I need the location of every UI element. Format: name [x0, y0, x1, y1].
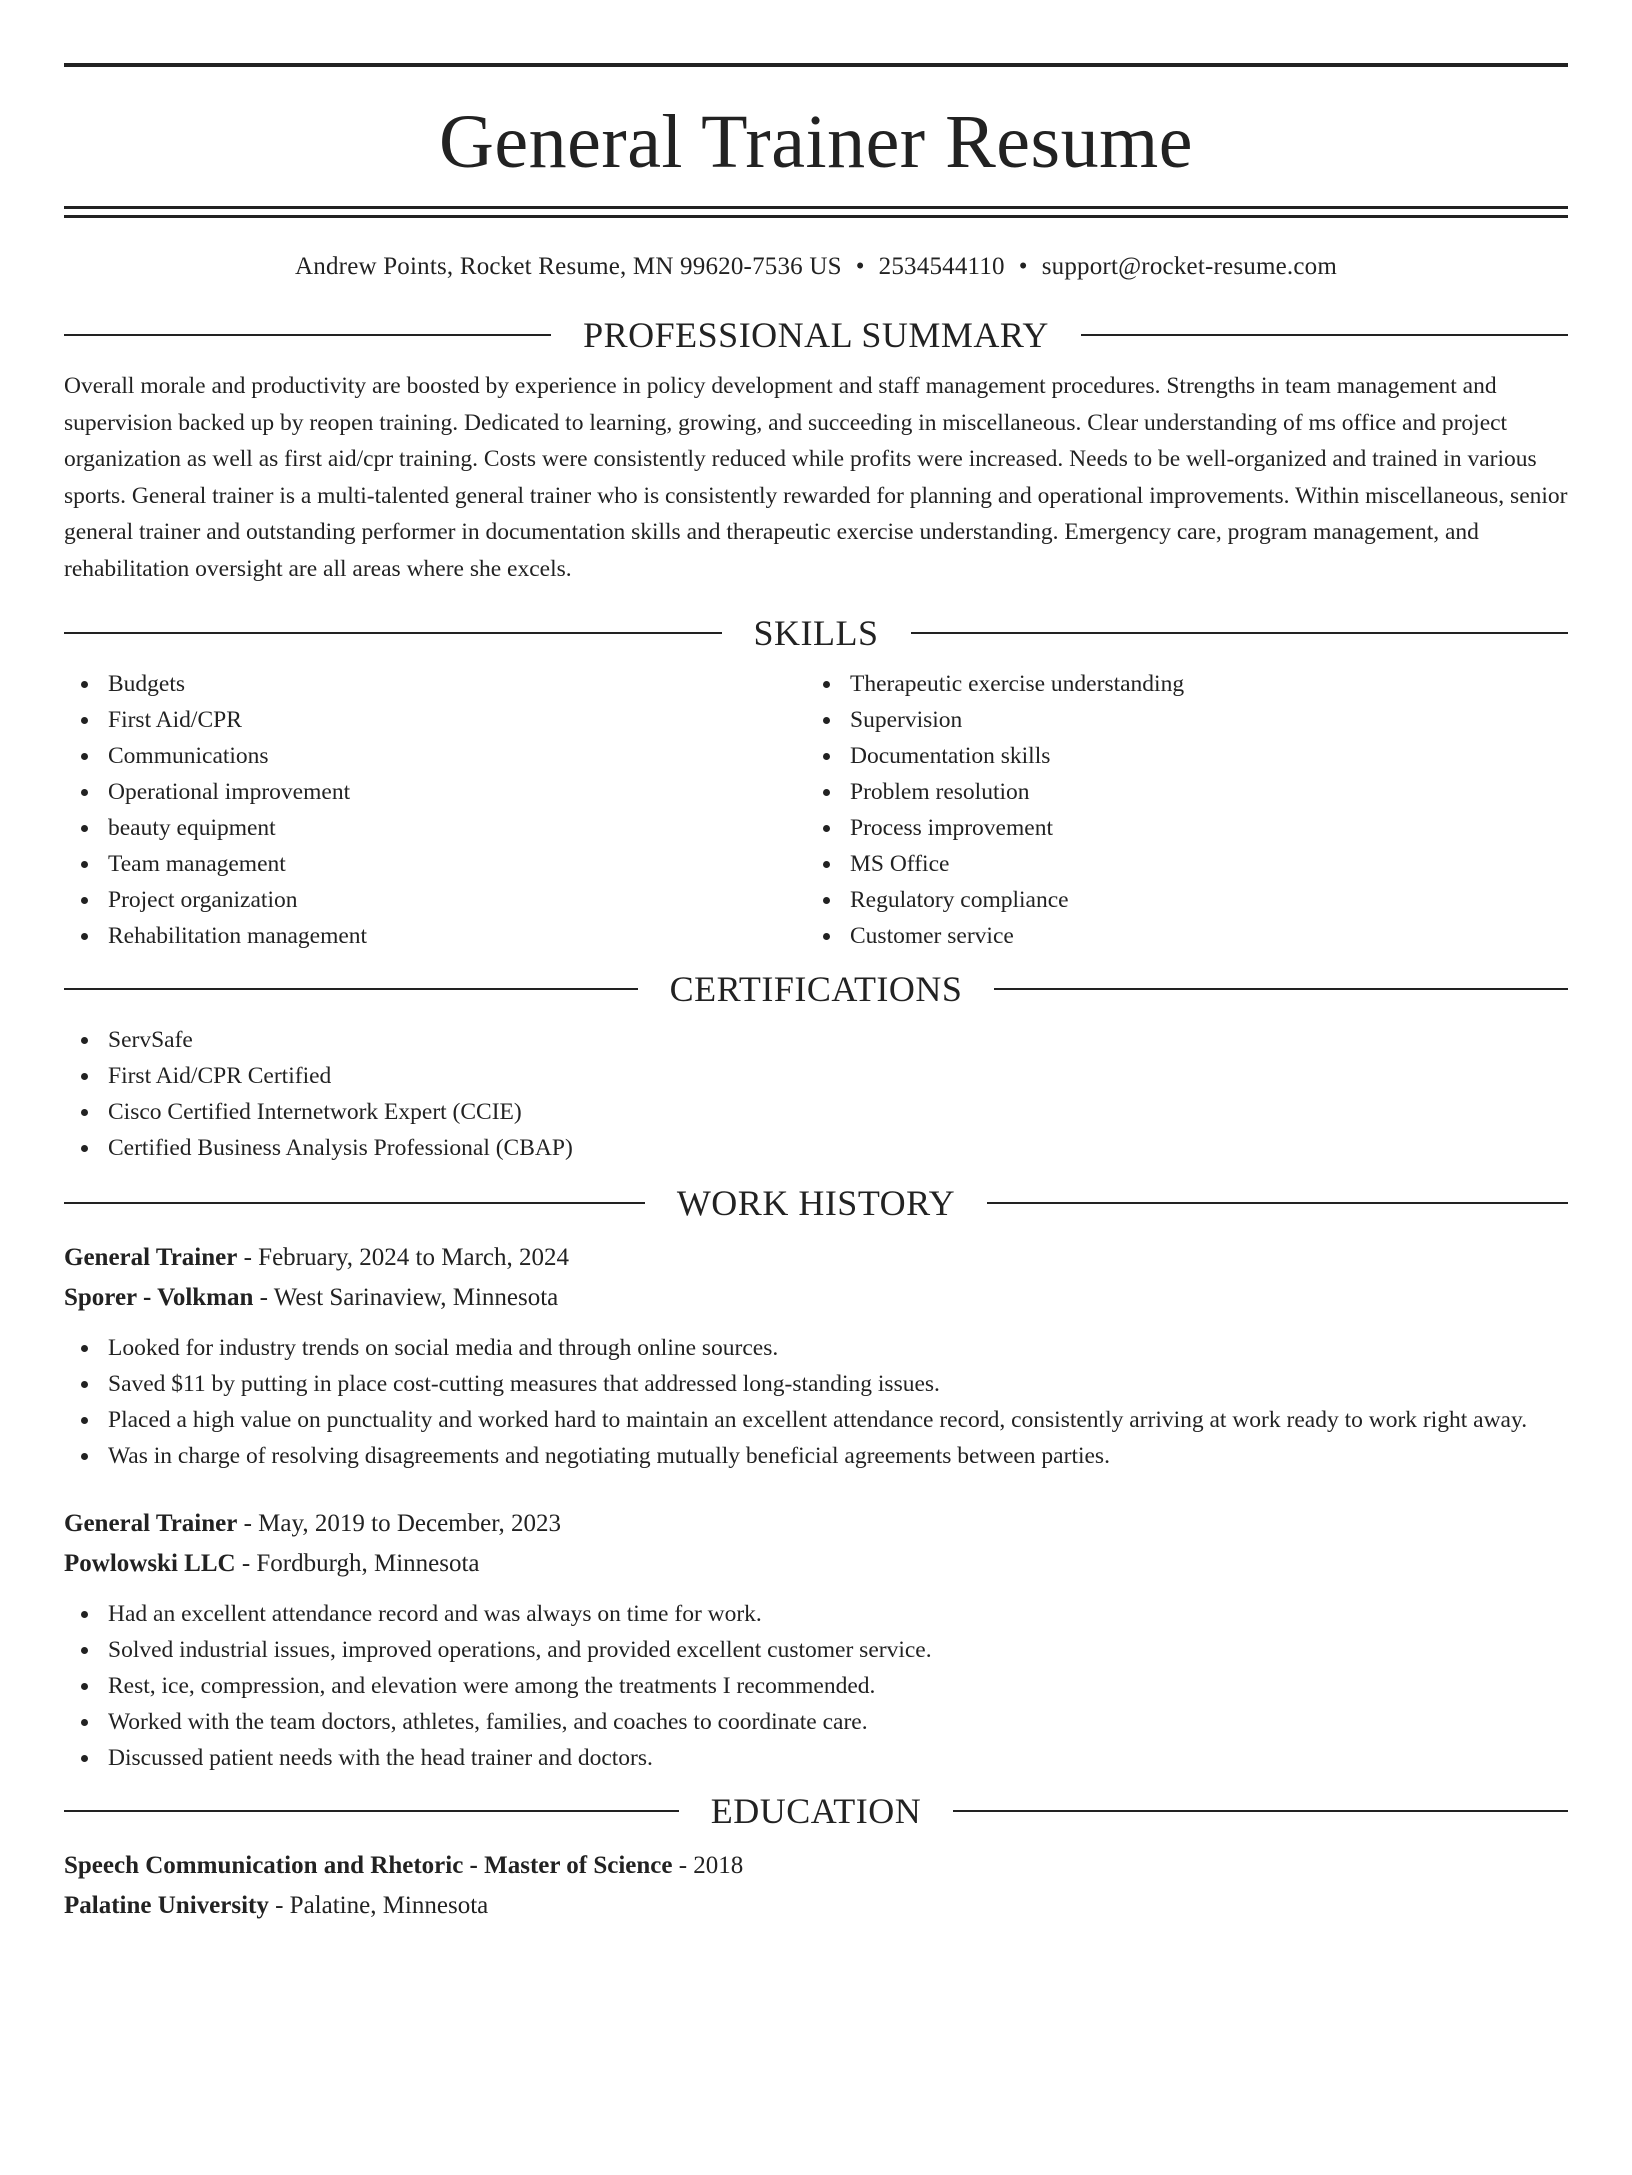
- list-item: Process improvement: [806, 810, 1548, 846]
- list-item: Budgets: [64, 666, 806, 702]
- contact-separator: •: [1018, 253, 1028, 280]
- skills-list: [64, 666, 1568, 954]
- summary-heading-label: PROFESSIONAL SUMMARY: [583, 315, 1049, 355]
- list-item: First Aid/CPR: [64, 702, 806, 738]
- heading-rule-right: [987, 1202, 1568, 1204]
- job-company-line: [64, 1544, 1568, 1584]
- certifications-heading-label: CERTIFICATIONS: [669, 968, 963, 1009]
- heading-rule-left: [64, 334, 551, 336]
- summary-heading: [64, 312, 1568, 358]
- skills-heading-label: SKILLS: [753, 612, 879, 653]
- list-item: Cisco Certified Internetwork Expert (CCIE): [64, 1094, 1568, 1130]
- job-title-line: [64, 1504, 1568, 1544]
- list-item: Had an excellent attendance record and was always on time for work.: [64, 1596, 1568, 1632]
- heading-rule-left: [64, 632, 722, 634]
- work-history-heading: [64, 1180, 1568, 1226]
- list-item: Operational improvement: [64, 774, 806, 810]
- education-degree: Speech Communication and Rhetoric - Master of Science: [64, 1851, 673, 1879]
- heading-rule-left: [64, 1202, 645, 1204]
- list-item: Rehabilitation management: [64, 918, 806, 954]
- heading-rule-right: [994, 988, 1568, 990]
- education-location: - Palatine, Minnesota: [268, 1891, 489, 1919]
- skills-column-left: [64, 666, 806, 954]
- list-item: Problem resolution: [806, 774, 1548, 810]
- heading-rule-left: [64, 1810, 679, 1812]
- list-item: Documentation skills: [806, 738, 1548, 774]
- job-title-line: [64, 1238, 1568, 1278]
- list-item: Was in charge of resolving disagreements and negotiating mutually beneficial agreements between parties.: [64, 1438, 1568, 1474]
- certifications-list: [64, 1022, 1568, 1166]
- job-company: Powlowski LLC: [64, 1549, 236, 1577]
- resume-title: General Trainer Resume: [439, 100, 1193, 184]
- work-history-heading-label: WORK HISTORY: [676, 1182, 956, 1223]
- summary-text: Overall morale and productivity are boosted by experience in policy development and staff management procedures. Strengths in team management and supervision backed up by reopen training. Dedicated to learning, growing, and succeeding in miscellaneous. Clear understanding of ms office and project organization as well as first aid/cpr training. Costs were consistently reduced while profits were increased. Needs to be well-organized and trained in various sports. General trainer is a multi-talented general trainer who is consistently rewarded for planning and operational improvements. Within miscellaneous, senior general trainer and outstanding performer in documentation skills and therapeutic exercise understanding. Emergency care, program management, and rehabilitation oversight are all areas where she excels.: [64, 373, 1568, 582]
- education-heading-label: EDUCATION: [710, 1790, 922, 1831]
- skills-column-right: [806, 666, 1548, 954]
- list-item: beauty equipment: [64, 810, 806, 846]
- heading-rule-left: [64, 988, 638, 990]
- resume-page: [0, 63, 1632, 2175]
- job-bullets: [64, 1596, 1568, 1776]
- list-item: Certified Business Analysis Professional (CBAP): [64, 1130, 1568, 1166]
- list-item: Rest, ice, compression, and elevation were among the treatments I recommended.: [64, 1668, 1568, 1704]
- heading-rule-right: [1081, 334, 1568, 336]
- list-item: Project organization: [64, 882, 806, 918]
- skills-heading: [64, 610, 1568, 656]
- contact-line: [64, 252, 1568, 282]
- list-item: MS Office: [806, 846, 1548, 882]
- education-year: - 2018: [672, 1851, 744, 1879]
- list-item: Team management: [64, 846, 806, 882]
- job-dates: - May, 2019 to December, 2023: [237, 1509, 562, 1537]
- job-title: General Trainer: [64, 1243, 238, 1271]
- job-company-line: [64, 1278, 1568, 1318]
- list-item: Therapeutic exercise understanding: [806, 666, 1548, 702]
- job-entry: [64, 1504, 1568, 1776]
- list-item: Solved industrial issues, improved operations, and provided excellent customer service.: [64, 1632, 1568, 1668]
- job-location: - West Sarinaview, Minnesota: [253, 1283, 559, 1311]
- education-heading: [64, 1788, 1568, 1834]
- education-school: Palatine University: [64, 1891, 269, 1919]
- job-bullets: [64, 1330, 1568, 1474]
- education-entry: [64, 1846, 1568, 1926]
- education-degree-line: [64, 1846, 1568, 1886]
- list-item: Communications: [64, 738, 806, 774]
- list-item: Supervision: [806, 702, 1548, 738]
- contact-address: Andrew Points, Rocket Resume, MN 99620-7536 US: [295, 253, 842, 280]
- job-entry: [64, 1238, 1568, 1474]
- list-item: ServSafe: [64, 1022, 1568, 1058]
- list-item: Saved $11 by putting in place cost-cutting measures that addressed long-standing issues.: [64, 1366, 1568, 1402]
- contact-email[interactable]: support@rocket-resume.com: [1041, 253, 1337, 280]
- list-item: Placed a high value on punctuality and worked hard to maintain an excellent attendance record, consistently arriving at work ready to work right away.: [64, 1402, 1568, 1438]
- list-item: Worked with the team doctors, athletes, families, and coaches to coordinate care.: [64, 1704, 1568, 1740]
- title-double-rule: [64, 206, 1568, 218]
- education-school-line: [64, 1886, 1568, 1926]
- contact-separator: •: [855, 253, 865, 280]
- job-location: - Fordburgh, Minnesota: [235, 1549, 480, 1577]
- contact-phone: 2534544110: [878, 253, 1005, 280]
- list-item: Customer service: [806, 918, 1548, 954]
- heading-rule-right: [911, 632, 1569, 634]
- job-dates: - February, 2024 to March, 2024: [237, 1243, 569, 1271]
- list-item: Discussed patient needs with the head trainer and doctors.: [64, 1740, 1568, 1776]
- list-item: Looked for industry trends on social media and through online sources.: [64, 1330, 1568, 1366]
- heading-rule-right: [953, 1810, 1568, 1812]
- list-item: First Aid/CPR Certified: [64, 1058, 1568, 1094]
- certifications-heading: [64, 966, 1568, 1012]
- job-company: Sporer - Volkman: [64, 1283, 254, 1311]
- job-title: General Trainer: [64, 1509, 238, 1537]
- list-item: Regulatory compliance: [806, 882, 1548, 918]
